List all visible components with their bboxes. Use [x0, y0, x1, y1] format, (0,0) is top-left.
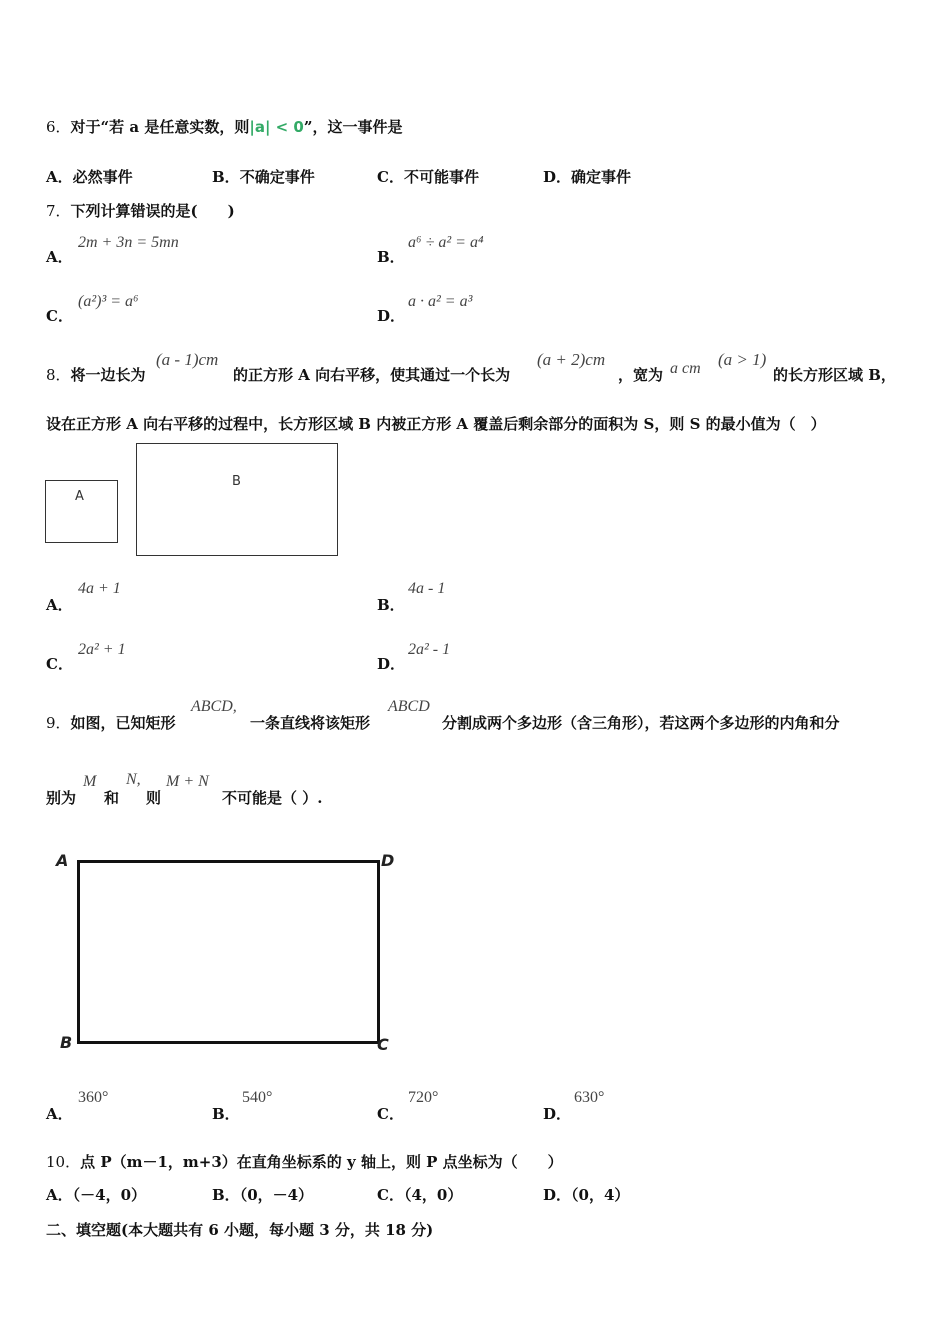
q8-rectangle-b: [136, 443, 338, 556]
option-letter: D．: [543, 168, 572, 186]
q8-text-4: 的长方形区域 B，: [773, 366, 896, 384]
option-letter: A．: [46, 1186, 73, 1204]
q10-number: 10．: [46, 1153, 81, 1171]
q9-option-d-letter[interactable]: D．: [543, 1105, 572, 1123]
q8-label-a: A: [75, 489, 84, 504]
q7-option-a-expr: 2m + 3n = 5mn: [78, 234, 179, 251]
q9-corner-a: A: [56, 851, 69, 870]
option-text: 不确定事件: [239, 168, 315, 186]
q8-text-2: 的正方形 A 向右平移，使其通过一个长为: [233, 366, 511, 384]
q9-text-2: 一条直线将该矩形: [250, 714, 371, 732]
option-text: 不可能事件: [403, 168, 479, 186]
q10-text: 点 P（m－1，m+3）在直角坐标系的 y 轴上，则 P 点坐标为（ ）: [80, 1153, 563, 1171]
q9-text-5: 和: [104, 789, 120, 807]
q8-option-d-letter[interactable]: D．: [377, 655, 406, 673]
option-letter: A．: [46, 168, 73, 186]
q6-text-b: ”，这一事件是: [303, 118, 403, 136]
q8-text-3: ，宽为: [618, 366, 664, 384]
q9-expr-4: N,: [126, 771, 141, 788]
q7-number: 7．: [46, 202, 71, 220]
q9-option-a-letter[interactable]: A．: [46, 1105, 73, 1123]
q8-stem-line2: 设在正方形 A 向右平移的过程中，长方形区域 B 内被正方形 A 覆盖后剩余部分的面积为 S，则 S 的最小值为（ ）: [46, 415, 826, 433]
q8-text-1: 将一边长为: [70, 366, 146, 384]
q9-expr-1: ABCD,: [191, 698, 237, 715]
q7-option-c-letter[interactable]: C．: [46, 307, 73, 325]
q10-stem: [46, 1151, 563, 1172]
q9-corner-d: D: [381, 851, 395, 870]
option-text: （0，4）: [571, 1186, 630, 1204]
q7-option-c-expr: (a²)³ = a⁶: [78, 293, 139, 310]
option-text: 确定事件: [571, 168, 632, 186]
q9-expr-2: ABCD: [388, 698, 430, 715]
q9-text-1: 如图，已知矩形: [70, 714, 176, 732]
q8-expr-2: (a + 2)cm: [537, 350, 606, 369]
q7-option-b-letter[interactable]: B．: [377, 248, 405, 266]
q8-option-b-letter[interactable]: B．: [377, 596, 405, 614]
q7-option-d-expr: a · a² = a³: [408, 293, 473, 310]
q9-option-b-letter[interactable]: B．: [212, 1105, 240, 1123]
q8-option-d-expr: 2a² - 1: [408, 641, 451, 658]
q9-text-4: 别为: [46, 789, 77, 807]
q6-text-a: 对于“若 a 是任意实数，则: [70, 118, 250, 136]
q8-option-b-expr: 4a - 1: [408, 580, 446, 597]
q8-option-c-letter[interactable]: C．: [46, 655, 73, 673]
q9-option-b-expr: 540°: [242, 1089, 273, 1106]
q9-text-6: 则: [146, 789, 162, 807]
q7-option-b-expr: a⁶ ÷ a² = a⁴: [408, 234, 484, 251]
option-letter: B．: [212, 1186, 240, 1204]
q9-corner-b: B: [60, 1033, 73, 1052]
option-letter: D．: [543, 1186, 572, 1204]
q9-expr-5: M + N: [166, 773, 209, 790]
q9-rectangle-abcd: [77, 860, 380, 1044]
q9-number: 9．: [46, 714, 71, 732]
q6-option-d[interactable]: [543, 166, 631, 187]
q8-number: 8．: [46, 366, 71, 384]
q7-option-d-letter[interactable]: D．: [377, 307, 406, 325]
q6-option-b[interactable]: [212, 166, 315, 187]
q7-stem: [46, 200, 235, 221]
q9-text-7: 不可能是（ ）.: [222, 789, 323, 807]
q9-option-c-expr: 720°: [408, 1089, 439, 1106]
q7-option-a-letter[interactable]: A．: [46, 248, 73, 266]
q9-corner-c: C: [377, 1035, 389, 1054]
q9-option-d-expr: 630°: [574, 1089, 605, 1106]
q9-option-a-expr: 360°: [78, 1089, 109, 1106]
q8-expr-4: (a > 1): [718, 350, 767, 369]
q6-number: 6．: [46, 118, 71, 136]
q6-option-a[interactable]: [46, 166, 133, 187]
q6-option-c[interactable]: [377, 166, 479, 187]
option-text: （0，－4）: [239, 1186, 314, 1204]
section2-title: 二、填空题(本大题共有 6 小题，每小题 3 分，共 18 分): [46, 1221, 434, 1239]
q8-option-a-letter[interactable]: A．: [46, 596, 73, 614]
q8-expr-3: a cm: [670, 360, 701, 377]
q8-label-b: B: [232, 474, 241, 489]
q7-text: 下列计算错误的是( ): [70, 202, 235, 220]
option-text: 必然事件: [72, 168, 133, 186]
q10-option-b[interactable]: [212, 1184, 313, 1205]
q10-option-d[interactable]: [543, 1184, 629, 1205]
option-text: （4，0）: [403, 1186, 463, 1204]
q9-expr-3: M: [83, 773, 97, 790]
option-letter: C．: [377, 1186, 404, 1204]
q10-option-a[interactable]: [46, 1184, 146, 1205]
q9-stem-line1: [46, 712, 176, 733]
option-text: （－4，0）: [72, 1186, 147, 1204]
q10-option-c[interactable]: [377, 1184, 462, 1205]
q6-stem: [46, 116, 403, 137]
q8-expr-1: (a - 1)cm: [156, 350, 219, 369]
q8-option-a-expr: 4a + 1: [78, 580, 121, 597]
q8-option-c-expr: 2a² + 1: [78, 641, 126, 658]
q9-option-c-letter[interactable]: C．: [377, 1105, 404, 1123]
option-letter: B．: [212, 168, 240, 186]
option-letter: C．: [377, 168, 404, 186]
q8-stem-line1: [46, 364, 146, 385]
q6-expression: |a| < 0: [249, 118, 304, 136]
q9-text-3: 分割成两个多边形（含三角形），若这两个多边形的内角和分: [442, 714, 840, 732]
